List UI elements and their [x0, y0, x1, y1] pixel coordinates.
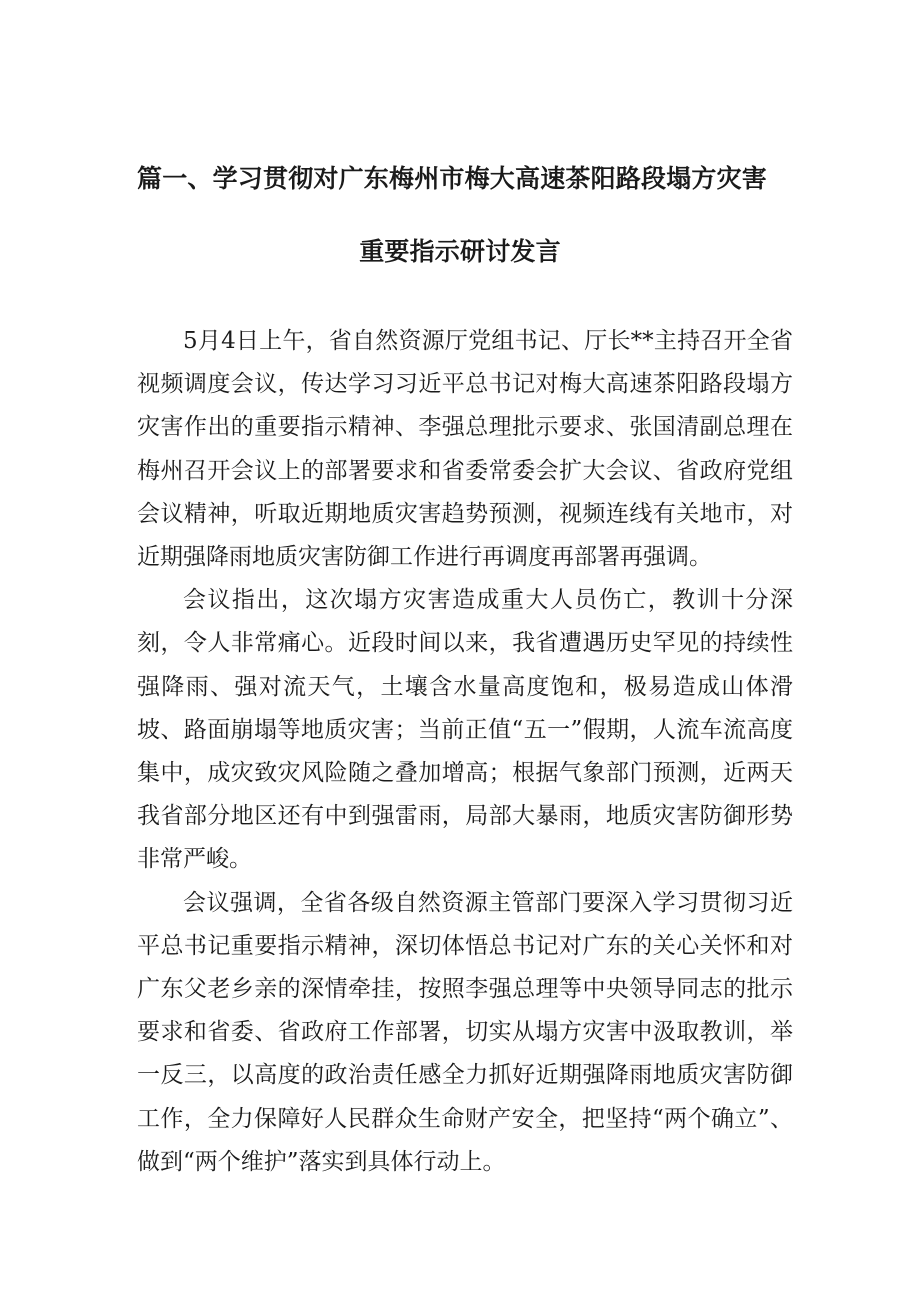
document-title-line-1: 篇一、学习贯彻对广东梅州市梅大高速茶阳路段塌方灾害: [137, 164, 768, 193]
document-title-line-2: 重要指示研讨发言: [359, 237, 561, 266]
paragraph-2: 会议指出，这次塌方灾害造成重大人员伤亡，教训十分深刻，令人非常痛心。近段时间以来，我省遭遇历史罕见的持续性强降雨、强对流天气，土壤含水量高度饱和，极易造成山体滑坡、路面崩塌等地质灾害；当前正值“五一”假期，人流车流高度集中，成灾致灾风险随之叠加增高；根据气象部门预测，近两天我省部分地区还有中到强雷雨，局部大暴雨，地质灾害防御形势非常严峻。: [137, 587, 793, 873]
paragraph-1: 5月4日上午，省自然资源厅党组书记、厅长**主持召开全省视频调度会议，传达学习习近平总书记对梅大高速茶阳路段塌方灾害作出的重要指示精神、李强总理批示要求、张国清副总理在梅州召开会议上的部署要求和省委常委会扩大会议、省政府党组会议精神，听取近期地质灾害趋势预测，视频连线有关地市，对近期强降雨地质灾害防御工作进行再调度再部署再强调。: [137, 328, 793, 571]
paragraph-3: 会议强调，全省各级自然资源主管部门要深入学习贯彻习近平总书记重要指示精神，深切体悟总书记对广东的关心关怀和对广东父老乡亲的深情牵挂，按照李强总理等中央领导同志的批示要求和省委、省政府工作部署，切实从塌方灾害中汲取教训，举一反三，以高度的政治责任感全力抓好近期强降雨地质灾害防御工作，全力保障好人民群众生命财产安全，把坚持“两个确立”、做到“两个维护”落实到具体行动上。: [137, 889, 793, 1175]
document-body: [137, 320, 793, 1184]
